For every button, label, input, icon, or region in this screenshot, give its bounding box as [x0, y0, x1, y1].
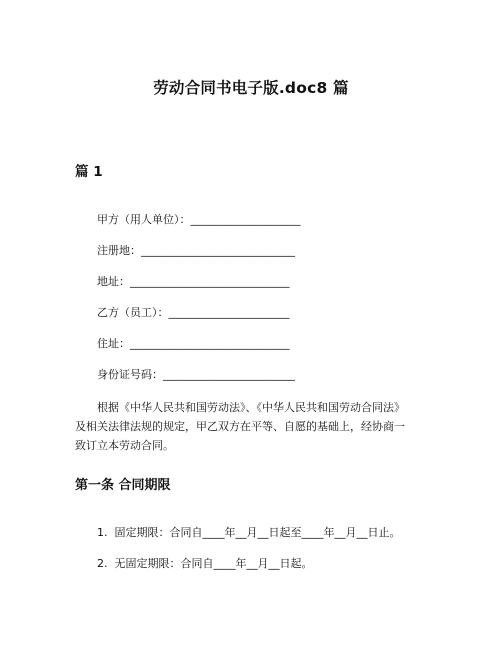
item-text: 固定期限：合同自____年__月__日起至____年__月__日止。 [114, 526, 401, 539]
item-number: 2. [97, 557, 108, 570]
address-field: 地址：_____________________________ [97, 275, 290, 288]
article-1-item-1 [97, 524, 401, 540]
party-b-field: 乙方（员工）：______________________ [97, 306, 290, 319]
preamble-line-1: 根据《中华人民共和国劳动法》、《中华人民共和国劳动合同法》 [97, 401, 405, 414]
residence-field: 住址：_____________________________ [97, 337, 290, 350]
section-heading: 篇 1 [75, 164, 103, 180]
preamble-line-2: 及相关法律法规的规定，甲乙双方在平等、自愿的基础上，经协商一 [75, 420, 405, 433]
registered-address-field: 注册地：____________________________ [97, 244, 295, 257]
item-number: 1. [97, 526, 108, 539]
id-number-field: 身份证号码：________________________ [97, 368, 295, 381]
article-1-item-2 [97, 555, 313, 571]
preamble-line-3: 致订立本劳动合同。 [75, 439, 174, 452]
article-1-heading: 第一条 合同期限 [75, 478, 171, 493]
party-a-field: 甲方（用人单位）：____________________ [97, 213, 301, 226]
preamble-paragraph [75, 398, 440, 455]
item-text: 无固定期限：合同自____年__月__日起。 [114, 557, 313, 570]
document-title: 劳动合同书电子版.doc8 篇 [153, 79, 349, 97]
